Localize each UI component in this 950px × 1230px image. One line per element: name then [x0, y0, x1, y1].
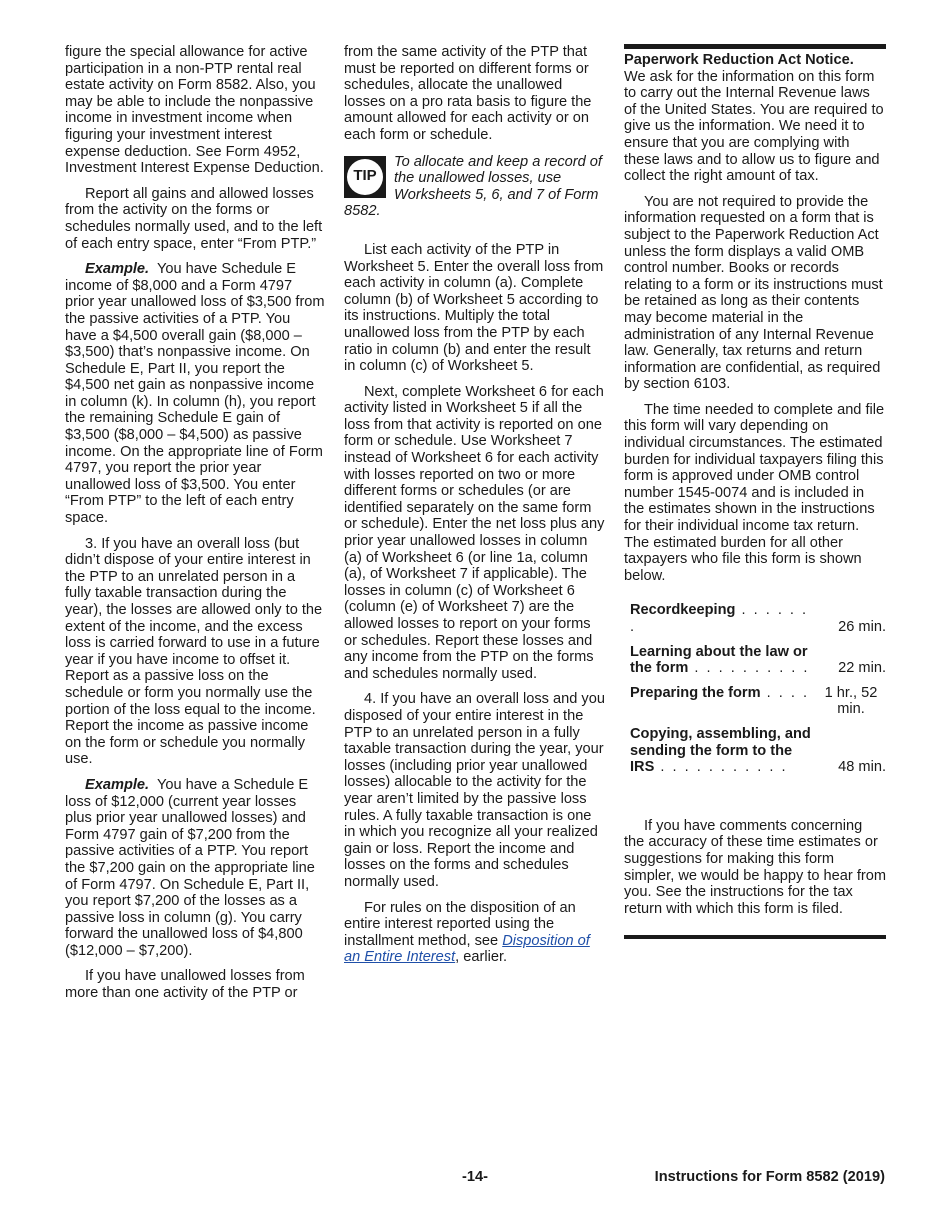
example-text: You have Schedule E income of $8,000 and a Form 4797 prior year unallowed loss of $3,500 from the passive activities of a PTP. You have a $4,500 overall gain ($8,000 – $3,500) that’s nonpassive income. On Schedule E, Part II, you report the $4,500 net gain as nonpassive income in column (k). In column (h), you report the remaining Schedule E gain of $3,500 ($8,000 – $4,500) as passive income. On the appropriate line of Form 4797, you report the prior year unallowed loss of $3,500. You enter “From PTP” to the left of each entry space.	[65, 261, 325, 527]
paragraph-text: For rules on the disposition of an entire interest reported using the installment method, see	[344, 899, 576, 949]
top-rule	[624, 44, 886, 185]
paragraph: Next, complete Worksheet 6 for each activity listed in Worksheet 5 if all the loss from that activity is reported on one form or schedule. Use Worksheet 7 instead of Worksheet 6 for each activity with losses reported on two or more different forms or schedules (or are identified separately on the same form or schedule). Enter the net loss plus any prior year unallowed losses in column (a) of Worksheet 6 (or line 1a, column (a), of Worksheet 7 if applicable). The losses in column (c) of Worksheet 6 (column (e) of Worksheet 7) are the allowed losses to report on your forms or schedules. Report these losses and any income from the PTP on the forms and schedules normally used.	[344, 383, 605, 682]
example-label: Example.	[85, 261, 150, 278]
leader-dots: . . . .	[760, 684, 809, 701]
time-value: 1 hr., 52 min.	[824, 684, 878, 718]
paragraph: from the same activity of the PTP that must be reported on different forms or schedules, allocate the unallowed losses on a pro rata basis to figure the amount allowed for each activity or on each form or schedule.	[344, 44, 592, 143]
paragraph: 4. If you have an overall loss and you disposed of your entire interest in the PTP to an unrelated person in a fully taxable transaction during the year, your losses (including prior year unallowed losses) allocable to the activity for the year aren’t limited by the passive loss rules. A fully taxable transaction is one in which you recognize all your realized gain or loss. Report the income and losses on the forms and schedules normally used.	[344, 691, 605, 890]
time-item-label: Recordkeeping	[630, 602, 736, 619]
time-item-label: Learning about the law or the form	[630, 643, 808, 677]
column-middle	[344, 44, 605, 975]
time-item-label: Copying, assembling, and sending the form to the IRS	[630, 725, 811, 776]
paragraph: 3. If you have an overall loss (but didn’t dispose of your entire interest in the PTP to an unrelated person in a fully taxable transaction during the year), the losses are allowed only to the extent of the income, and the excess loss is carried forward to use in a future year if you have income to offset it. Report as a passive loss on the schedule or form you normally use the portion of the loss equal to the income. Report the income as passive income on the form or schedule you normally use.	[65, 535, 323, 768]
example-text: You have a Schedule E loss of $12,000 (current year losses plus prior year unallowed losses) and Form 4797 gain of $7,200 from the passive activities of a PTP. You report the $7,200 gain on the appropriate line of Form 4797. On Schedule E, Part II, you report $7,200 of the losses as a passive loss in column (g). You carry forward the unallowed loss of $4,800 ($12,000 – $7,200).	[65, 776, 315, 959]
page-number: -14-	[462, 1169, 488, 1185]
paragraph: Report all gains and allowed losses from the activity on the forms or schedules normally used, and to the left of each entry space, enter “From PTP.”	[65, 185, 323, 252]
column-right	[624, 44, 886, 939]
paragraph: You are not required to provide the information requested on a form that is subject to the Paperwork Reduction Act unless the form displays a valid OMB control number. Books or records relating to a form or its instructions must be retained as long as their contents may become material in the administration of any Internal Revenue law. Generally, tax returns and return information are confidential, as required by section 6103.	[624, 193, 883, 393]
time-item	[624, 602, 816, 643]
tip-text: To allocate and keep a record of the unallowed losses, use Worksheets 5, 6, and 7 of Form 8582.	[344, 153, 602, 220]
paragraph: If you have comments concerning the accuracy of these time estimates or suggestions for making this form simpler, we would be happy to hear from you. See the instructions for the tax return with which this form is filed.	[624, 817, 887, 917]
paragraph: The time needed to complete and file this form will vary depending on individual circumstances. The estimated burden for individual taxpayers filing this form is approved under OMB control number 1545-0074 and is included in the estimates shown in the instructions for their individual income tax return. The estimated burden for all other taxpayers who file this form is shown below.	[624, 401, 885, 584]
bottom-rule	[624, 935, 886, 939]
time-estimate-table	[624, 602, 886, 783]
time-item	[624, 726, 816, 784]
form-title-footer: Instructions for Form 8582 (2019)	[654, 1169, 885, 1185]
notice-title: Paperwork Reduction Act Notice.	[624, 52, 854, 68]
table-row	[624, 602, 886, 643]
paperwork-notice	[624, 52, 886, 185]
tip-icon-label: TIP	[347, 159, 383, 195]
paragraph-text: , earlier.	[455, 949, 508, 966]
paragraph: List each activity of the PTP in Worksheet 5. Enter the overall loss from each activity in column (a). Complete column (b) of Worksheet 5 according to its instructions. Multiply the total unallowed loss from the PTP by each ratio in column (b) and enter the result in column (c) of Worksheet 5.	[344, 241, 604, 375]
paragraph: figure the special allowance for active participation in a non-PTP rental real estate activity on Form 8582. Also, you may be able to include the nonpassive income in investment income when figuring your investment interest expense deduction. See Form 4952, Investment Interest Expense Deduction.	[65, 44, 324, 177]
table-row	[624, 726, 886, 784]
time-item	[624, 685, 816, 726]
time-value: 22 min.	[838, 660, 886, 677]
column-left	[65, 44, 325, 1011]
notice-text: We ask for the information on this form to carry out the Internal Revenue laws of the United States. You are required to give us the information. We need it to ensure that you are complying with these laws and to allow us to figure and collect the right amount of tax.	[624, 68, 884, 185]
time-value: 48 min.	[838, 759, 886, 776]
paragraph: If you have unallowed losses from more than one activity of the PTP or	[65, 968, 305, 1002]
table-row	[624, 685, 886, 726]
example-paragraph	[65, 261, 325, 527]
time-item	[624, 644, 816, 685]
table-row	[624, 644, 886, 685]
tip-box	[344, 154, 605, 220]
time-value: 26 min.	[838, 619, 886, 635]
paragraph	[344, 900, 605, 966]
tip-icon	[344, 156, 386, 198]
example-label: Example.	[85, 776, 150, 793]
disposition-link[interactable]: Disposition of an Entire Interest	[344, 932, 590, 966]
leader-dots: . . . . . . . . . .	[688, 660, 810, 677]
leader-dots: . . . . . . . . . . .	[654, 759, 788, 776]
time-item-label: Preparing the form	[630, 684, 761, 701]
example-paragraph	[65, 777, 325, 960]
leader-dots: . . . . . . .	[630, 602, 809, 635]
